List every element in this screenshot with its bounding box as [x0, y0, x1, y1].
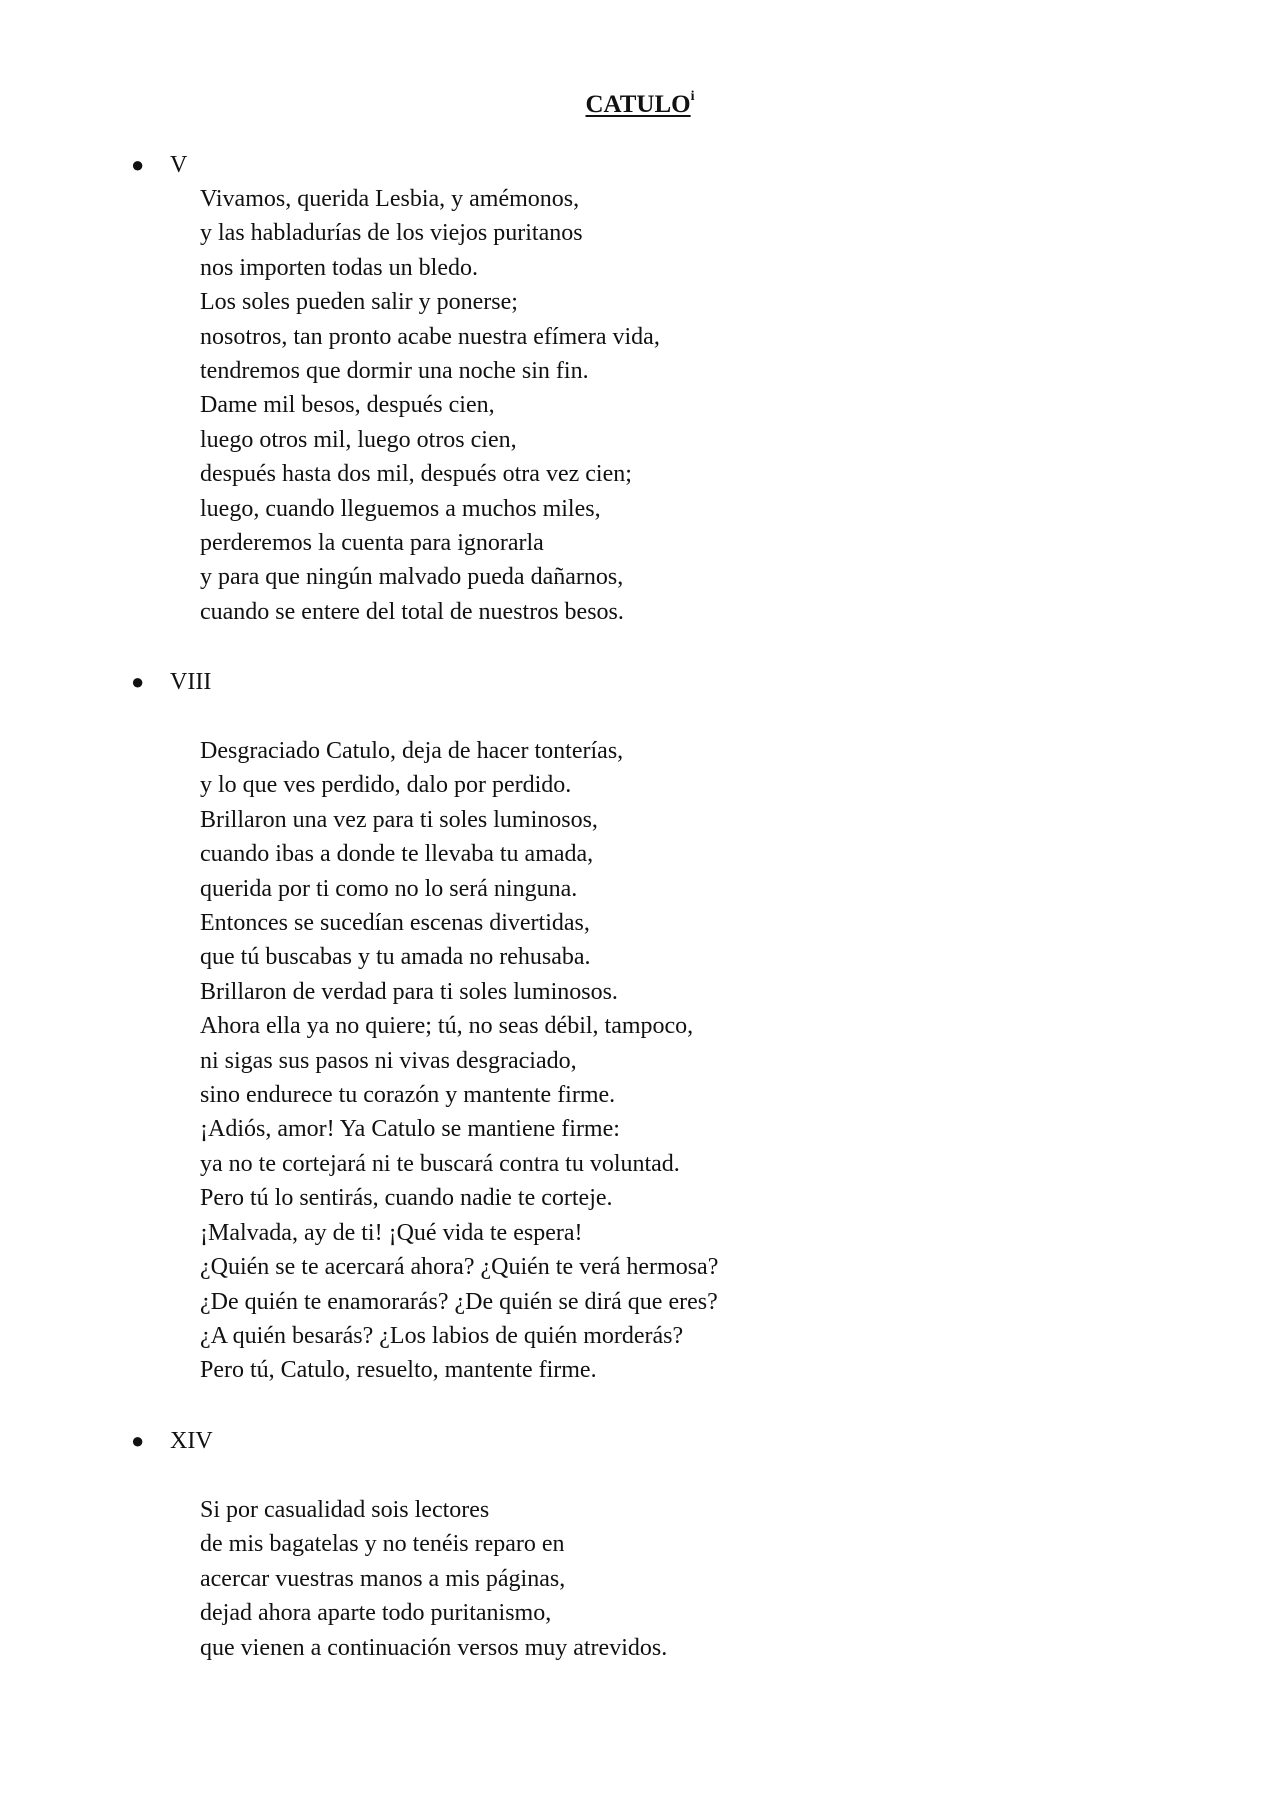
verse-line: perderemos la cuenta para ignorarla: [200, 530, 544, 557]
verse-line: Dame mil besos, después cien,: [200, 392, 495, 419]
verse-line: nos importen todas un bledo.: [200, 254, 478, 281]
poem-numeral: V: [170, 152, 188, 178]
verse-line: Desgraciado Catulo, deja de hacer tonterías,: [200, 738, 624, 764]
verse-line: cuando ibas a donde te llevaba tu amada,: [200, 841, 594, 868]
verse-line: Entonces se sucedían escenas divertidas,: [200, 910, 590, 937]
verse-line: ni sigas sus pasos ni vivas desgraciado,: [200, 1047, 577, 1074]
poem-section-v: [0, 148, 1280, 629]
verse-line: Si por casualidad sois lectores: [200, 1497, 490, 1523]
poem-numeral: VIII: [170, 669, 212, 695]
title-footnote-marker: i: [690, 89, 695, 104]
bullet-icon: ●: [131, 152, 145, 177]
verse-line: dejad ahora aparte todo puritanismo,: [200, 1600, 552, 1627]
poem-section-xiv: [0, 1424, 1280, 1665]
verse-line: Vivamos, querida Lesbia, y amémonos,: [200, 186, 580, 212]
verse-line: Pero tú, Catulo, resuelto, mantente firme.: [200, 1357, 597, 1384]
verse-line: ya no te cortejará ni te buscará contra tu voluntad.: [200, 1150, 680, 1177]
poem-numeral: XIV: [170, 1428, 213, 1454]
bullet-icon: ●: [131, 1428, 145, 1453]
verse-line: Ahora ella ya no quiere; tú, no seas débil, tampoco,: [200, 1013, 694, 1040]
verse-line: sino endurece tu corazón y mantente firme.: [200, 1082, 616, 1109]
bullet-icon: ●: [131, 669, 145, 694]
title-text: CATULO: [585, 91, 691, 118]
verse-line: y para que ningún malvado pueda dañarnos,: [200, 564, 624, 591]
verse-line: Brillaron de verdad para ti soles luminosos.: [200, 978, 618, 1005]
page-title: [0, 90, 1280, 120]
verse-line: ¿A quién besarás? ¿Los labios de quién morderás?: [200, 1322, 684, 1349]
verse-line: ¡Adiós, amor! Ya Catulo se mantiene firme:: [200, 1116, 620, 1143]
verse-line: ¡Malvada, ay de ti! ¡Qué vida te espera!: [200, 1219, 583, 1246]
verse-line: y lo que ves perdido, dalo por perdido.: [200, 772, 572, 799]
verse-line: ¿Quién se te acercará ahora? ¿Quién te verá hermosa?: [200, 1254, 719, 1281]
poem-verses: [200, 1493, 1280, 1665]
verse-line: que vienen a continuación versos muy atrevidos.: [200, 1634, 668, 1661]
verse-line: cuando se entere del total de nuestros besos.: [200, 598, 624, 625]
verse-line: querida por ti como no lo será ninguna.: [200, 875, 578, 902]
verse-line: y las habladurías de los viejos puritanos: [200, 220, 583, 247]
poem-verses: [200, 734, 1280, 1388]
poem-heading: [0, 148, 1280, 182]
poem-heading: [0, 665, 1280, 699]
verse-line: ¿De quién te enamorarás? ¿De quién se dirá que eres?: [200, 1288, 718, 1315]
verse-line: tendremos que dormir una noche sin fin.: [200, 358, 589, 385]
verse-line: luego otros mil, luego otros cien,: [200, 426, 517, 453]
verse-line: Brillaron una vez para ti soles luminosos,: [200, 806, 598, 833]
verse-line: que tú buscabas y tu amada no rehusaba.: [200, 944, 591, 971]
poem-section-viii: [0, 665, 1280, 1388]
verse-line: Pero tú lo sentirás, cuando nadie te corteje.: [200, 1185, 613, 1212]
verse-line: de mis bagatelas y no tenéis reparo en: [200, 1531, 565, 1558]
poem-verses: [200, 182, 1280, 629]
verse-line: nosotros, tan pronto acabe nuestra efímera vida,: [200, 323, 660, 350]
poem-heading: [0, 1424, 1280, 1458]
verse-line: acercar vuestras manos a mis páginas,: [200, 1565, 566, 1592]
verse-line: luego, cuando lleguemos a muchos miles,: [200, 495, 601, 522]
verse-line: después hasta dos mil, después otra vez cien;: [200, 461, 632, 488]
verse-line: Los soles pueden salir y ponerse;: [200, 289, 518, 316]
